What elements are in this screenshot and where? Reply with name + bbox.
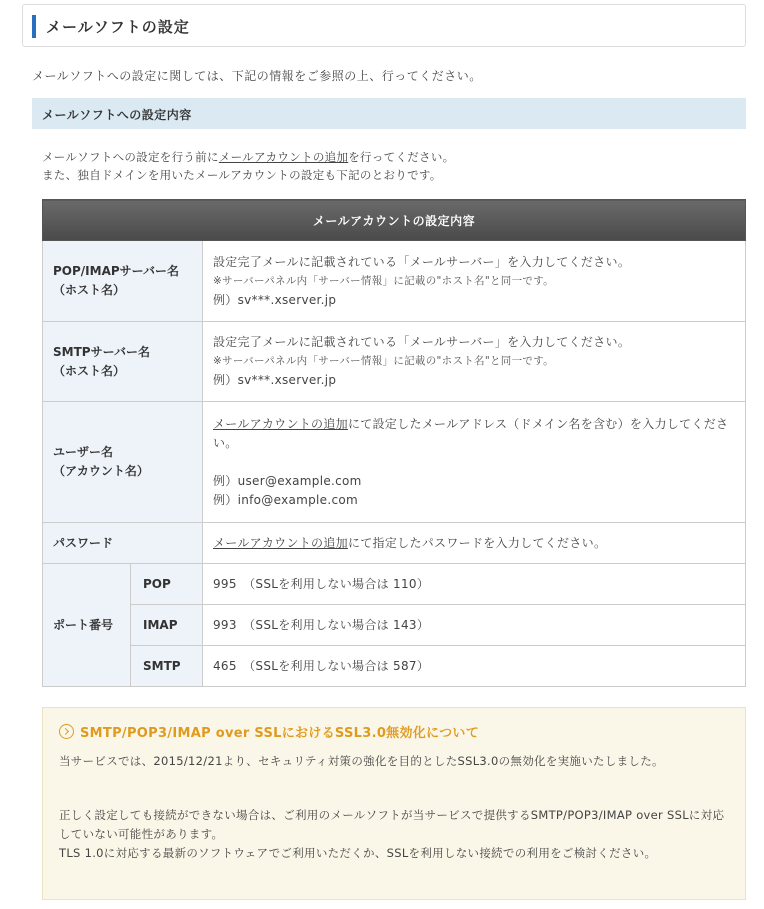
username-value: メールアカウントの追加にて設定したメールアドレス（ドメイン名を含む）を入力してください。 例）user@example.com 例）info@example.com [203, 402, 746, 523]
smtp-server-value: 設定完了メールに記載されている「メールサーバー」を入力してください。 ※サーバーパネル内「サーバー情報」に記載の"ホスト名"と同一です。 例）sv***.xserver.jp [203, 322, 746, 402]
notice-title: SMTP/POP3/IMAP over SSLにおけるSSL3.0無効化について [59, 722, 479, 741]
pop-server-label: POP/IMAPサーバー名 （ホスト名） [43, 241, 203, 322]
description-line1: メールソフトへの設定を行う前にメールアカウントの追加を行ってください。 [42, 150, 455, 164]
password-value: メールアカウントの追加にて指定したパスワードを入力してください。 [203, 523, 746, 564]
page-title-box [22, 4, 746, 47]
description-line2: また、独自ドメインを用いたメールアカウントの設定も下記のとおりです。 [42, 168, 442, 182]
table-row-port-pop [43, 564, 746, 605]
port-number-label: ポート番号 [43, 564, 131, 687]
port-value-pop: 995 （SSLを利用しない場合は 110） [203, 564, 746, 605]
section-heading [32, 98, 746, 129]
notice-paragraph-1: 当サービスでは、2015/12/21より、セキュリティ対策の強化を目的としたSSL3.0の無効化を実施いたしました。 [59, 754, 664, 768]
port-value-smtp: 465 （SSLを利用しない場合は 587） [203, 646, 746, 687]
ssl-notice-box [42, 707, 746, 900]
port-protocol-pop: POP [131, 564, 203, 605]
intro-text: メールソフトへの設定に関しては、下記の情報をご参照の上、行ってください。 [32, 69, 482, 83]
smtp-server-label: SMTPサーバー名 （ホスト名） [43, 322, 203, 402]
mail-settings-table [42, 199, 746, 687]
circle-arrow-right-icon [59, 724, 74, 739]
table-row-port-imap [43, 605, 746, 646]
description [42, 148, 454, 184]
notice-paragraph-2: 正しく設定しても接続ができない場合は、ご利用のメールソフトが当サービスで提供するSMTP/POP3/IMAP over SSLに対応していない可能性があります。 TLS 1.0に対応する最新のソフトウェアでご利用いただくか、SSLを利用しない接続での利用をご検討ください。 [59, 808, 725, 860]
add-mail-account-link[interactable]: メールアカウントの追加 [218, 150, 349, 164]
section-heading-label: メールソフトへの設定内容 [42, 108, 192, 122]
table-row-port-smtp [43, 646, 746, 687]
table-row-smtp-server [43, 322, 746, 402]
password-label: パスワード [43, 523, 203, 564]
port-protocol-imap: IMAP [131, 605, 203, 646]
table-row-username [43, 402, 746, 523]
port-protocol-smtp: SMTP [131, 646, 203, 687]
pop-server-value: 設定完了メールに記載されている「メールサーバー」を入力してください。 ※サーバーパネル内「サーバー情報」に記載の"ホスト名"と同一です。 例）sv***.xserver.jp [203, 241, 746, 322]
table-row-pop-server [43, 241, 746, 322]
table-row-password [43, 523, 746, 564]
page-title: メールソフトの設定 [46, 18, 190, 36]
table-header: メールアカウントの設定内容 [43, 200, 746, 241]
port-value-imap: 993 （SSLを利用しない場合は 143） [203, 605, 746, 646]
add-mail-account-link[interactable]: メールアカウントの追加 [213, 416, 348, 431]
add-mail-account-link[interactable]: メールアカウントの追加 [213, 535, 348, 550]
username-label: ユーザー名 （アカウント名） [43, 402, 203, 523]
title-accent-bar [32, 15, 36, 38]
